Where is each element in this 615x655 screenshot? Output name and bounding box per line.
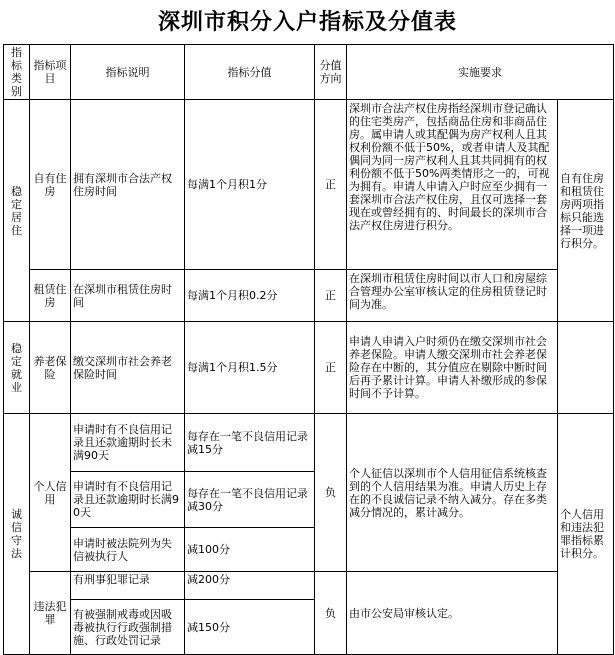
direction-cell: 负 [315, 572, 347, 655]
desc-cell: 有被强制戒毒或因吸毒被执行行政强制措施、行政处罚记录 [71, 600, 185, 655]
header-requirement: 实施要求 [347, 45, 614, 100]
desc-cell: 申请时被法院列为失信被执行人 [71, 528, 185, 572]
item-cell: 租赁住房 [30, 270, 71, 322]
requirement-cell: 申请人申请入户时须仍在缴交深圳市社会养老保险。申请人缴交深圳市社会养老保险存在中断的，其分值应在剔除中断时间后再予累计计算。申请人补缴形成的参保时间不予计算。 [347, 322, 558, 414]
page-title: 深圳市积分入户指标及分值表 [157, 9, 457, 35]
points-table [3, 44, 614, 655]
desc-cell: 申请时有不良信用记录且还款逾期时长满90天 [71, 472, 185, 528]
score-cell: 每满1个月积1.5分 [185, 322, 315, 414]
header-row [4, 45, 614, 100]
direction-cell: 正 [315, 322, 347, 414]
note-cell: 自有住房和租赁住房两项指标只能选择一项进行积分。 [558, 100, 614, 322]
desc-cell: 缴交深圳市社会养老保险时间 [71, 322, 185, 414]
desc-cell: 拥有深圳市合法产权住房时间 [71, 100, 185, 270]
score-cell: 每满1个月积0.2分 [185, 270, 315, 322]
requirement-cell: 在深圳市租赁住房时间以市人口和房屋综合管理办公室审核认定的住房租赁登记时间为准。 [347, 270, 558, 322]
table-row [4, 322, 614, 414]
table-row [4, 270, 614, 322]
requirement-cell: 个人征信以深圳市个人信用征信系统核查到的个人信用结果为准。申请人历史上存在的不良诚信记录不纳入减分。存在多类减分情况的，累计减分。 [347, 414, 558, 572]
score-cell: 每存在一笔不良信用记录减15分 [185, 414, 315, 472]
desc-cell: 在深圳市租赁住房时间 [71, 270, 185, 322]
item-cell: 个人信用 [30, 414, 71, 572]
direction-cell: 正 [315, 100, 347, 270]
header-score: 指标分值 [185, 45, 315, 100]
score-cell: 每满1个月积1分 [185, 100, 315, 270]
score-cell: 减150分 [185, 600, 315, 655]
header-direction: 分值方向 [315, 45, 347, 100]
note-cell: 个人信用和违法犯罪指标累计积分。 [558, 414, 614, 655]
score-cell: 减200分 [185, 572, 315, 600]
category-cell: 稳定居住 [4, 100, 30, 322]
item-cell: 违法犯罪 [30, 572, 71, 655]
desc-cell: 有刑事犯罪记录 [71, 572, 185, 600]
header-desc: 指标说明 [71, 45, 185, 100]
item-cell: 养老保险 [30, 322, 71, 414]
table-row [4, 572, 614, 600]
header-category: 指标类别 [4, 45, 30, 100]
direction-cell: 负 [315, 414, 347, 572]
empty-note-cell [558, 322, 614, 414]
requirement-cell: 深圳市合法产权住房指经深圳市登记确认的住宅类房产，包括商品住房和非商品住房。属申请人或其配偶为房产权利人且其权利份额不低于50%，或者申请人及其配偶同为同一房产权利人且其共同拥有的权利份额不低于50%两类情形之一的，可视为拥有。申请人申请入户时应至少拥有一套深圳市合法产权住房，且仅可选择一套现在或曾经拥有的、时间最长的深圳市合法产权住房进行积分。 [347, 100, 558, 270]
direction-cell: 正 [315, 270, 347, 322]
score-cell: 减100分 [185, 528, 315, 572]
table-row [4, 414, 614, 472]
category-cell: 诚信守法 [4, 414, 30, 655]
header-item: 指标项目 [30, 45, 71, 100]
category-cell: 稳定就业 [4, 322, 30, 414]
desc-cell: 申请时有不良信用记录且还款逾期时长未满90天 [71, 414, 185, 472]
score-cell: 每存在一笔不良信用记录减30分 [185, 472, 315, 528]
item-cell: 自有住房 [30, 100, 71, 270]
table-row [4, 100, 614, 270]
requirement-cell: 由市公安局审核认定。 [347, 572, 558, 655]
